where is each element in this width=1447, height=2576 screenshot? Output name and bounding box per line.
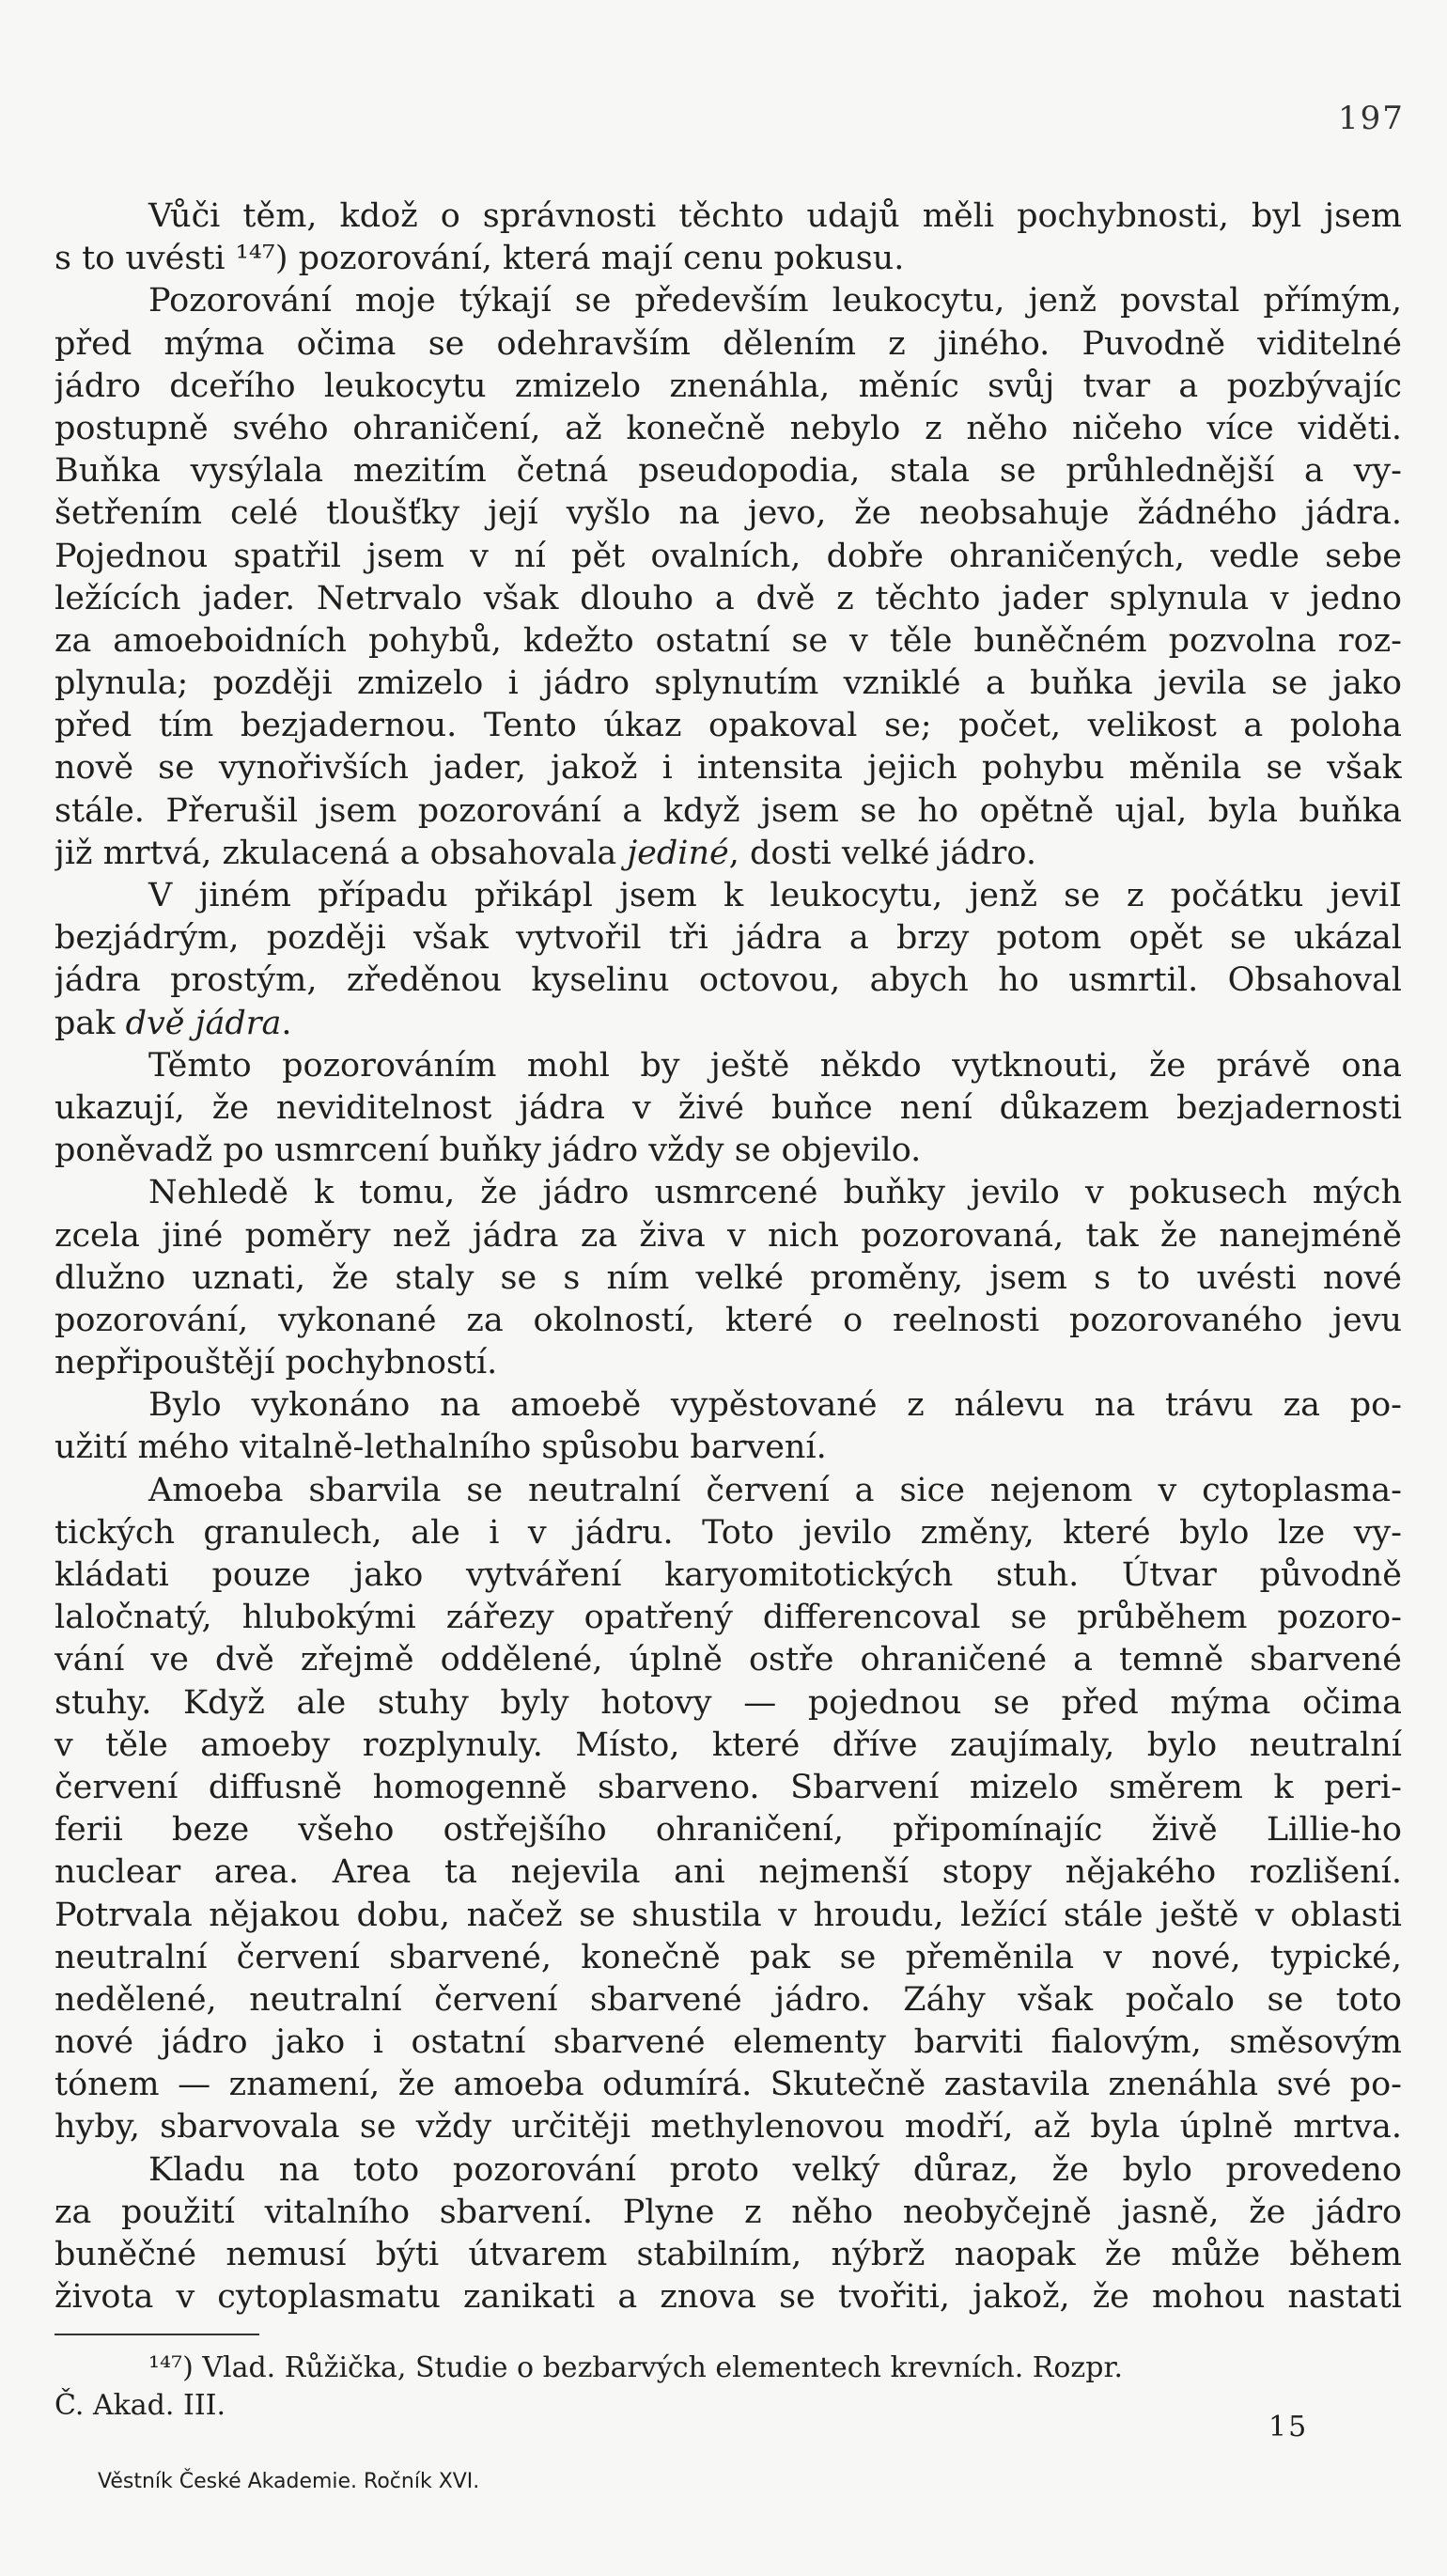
text-line: Bylo vykonáno na amoebě vypěstované z nálevu na trávu za po-	[148, 1386, 1402, 1425]
text-line: laločnatý, hlubokými zářezy opatřený differencoval se průběhem pozoro-	[54, 1599, 1402, 1637]
text-line: Kladu na toto pozorování proto velký důraz, že bylo provedeno	[148, 2150, 1402, 2189]
text-line: jádro dceřího leukocytu zmizelo znenáhla, měníc svůj tvar a pozbývajíc	[54, 367, 1402, 405]
text-line: V jiném případu přikápl jsem k leukocytu, jenž se z počátku jeviI	[148, 877, 1402, 914]
text-line: Amoeba sbarvila se neutralní červení a sice nejenom v cytoplasma-	[148, 1471, 1402, 1509]
text-line: ležících jader. Netrvalo však dlouho a dvě z těchto jader splynula v jedno	[54, 579, 1402, 617]
text-line: za použití vitalního sbarvení. Plyne z něho neobyčejně jasně, že jádro	[54, 2193, 1402, 2231]
text-line: za amoeboidních pohybů, kdežto ostatní se v těle buněčném pozvolna roz-	[54, 621, 1402, 660]
text-line: poněvadž po usmrcení buňky jádro vždy se objevilo.	[54, 1132, 922, 1170]
text-line: šetřením celé tloušťky její vyšlo na jevo, že neobsahuje žádného jádra.	[54, 494, 1402, 533]
text-line: Buňka vysýlala mezitím četná pseudopodia, stala se průhlednější a vy-	[54, 452, 1402, 491]
signature-mark: 15	[1268, 2411, 1309, 2443]
text-line: Potrvala nějakou dobu, načež se shustila v hroudu, ležící stále ještě v oblasti	[54, 1896, 1402, 1934]
text-line: hyby, sbarvovala se vždy určitěji methylenovou modří, až byla úplně mrtva.	[54, 2108, 1402, 2147]
text-line: nové jádro jako i ostatní sbarvené elementy barviti fialovým, směsovým	[54, 2023, 1402, 2062]
text-line: bezjádrým, později však vytvořil tři jádra a brzy potom opět se ukázal	[54, 919, 1402, 958]
text-line: tických granulech, ale i v jádru. Toto jevilo změny, které bylo lze vy-	[54, 1513, 1402, 1552]
text-line: stále. Přerušil jsem pozorování a když jsem se ho opětně ujal, byla buňka	[54, 791, 1402, 830]
text-line: pak dvě jádra.	[54, 1004, 292, 1042]
text-line: dlužno uznati, že staly se s ním velké proměny, jsem s to uvésti nové	[54, 1258, 1402, 1297]
text-line: neutralní červení sbarvené, konečně pak se přeměnila v nové, typické,	[54, 1938, 1402, 1976]
text-line: nepřipouštějí pochybností.	[54, 1344, 498, 1382]
text-line: ukazují, že neviditelnost jádra v živé buňce není důkazem bezjadernosti	[54, 1088, 1402, 1127]
footnote-line-2: Č. Akad. III.	[54, 2389, 226, 2422]
text-line: užití mého vitalně-lethalního spůsobu barvení.	[54, 1429, 827, 1467]
body-text	[54, 195, 1402, 2318]
text-line: ferii beze všeho ostřejšího ohraničení, připomínajíc živě Lillie-ho	[54, 1811, 1402, 1850]
text-line: zcela jiné poměry než jádra za živa v nich pozorovaná, tak že nanejméně	[54, 1216, 1402, 1255]
text-line: života v cytoplasmatu zanikati a znova se tvořiti, jakož, že mohou nastati	[54, 2278, 1402, 2317]
text-line: červení diffusně homogenně sbarveno. Sbarvení mizelo směrem k peri-	[54, 1768, 1402, 1806]
text-line: Pojednou spatřil jsem v ní pět ovalních, dobře ohraničených, vedle sebe	[54, 537, 1402, 575]
text-line: před tím bezjadernou. Tento úkaz opakoval se; počet, velikost a poloha	[54, 707, 1402, 745]
footnote-line-1: ¹⁴⁷) Vlad. Růžička, Studie o bezbarvých elementech krevních. Rozpr.	[148, 2351, 1124, 2384]
text-line: Nehledě k tomu, že jádro usmrcené buňky jevilo v pokusech mých	[148, 1174, 1402, 1212]
text-line: nedělené, neutralní červení sbarvené jádro. Záhy však počalo se toto	[54, 1980, 1402, 2019]
text-line: Vůči těm, kdož o správnosti těchto udajů měli pochybnosti, byl jsem	[148, 197, 1402, 235]
footnote-rule	[54, 2334, 259, 2335]
text-line: kládati pouze jako vytváření karyomitotických stuh. Útvar původně	[54, 1556, 1402, 1594]
text-line: v těle amoeby rozplynuly. Místo, které dříve zaujímaly, bylo neutralní	[54, 1725, 1402, 1764]
page-number: 197	[1338, 100, 1405, 137]
text-line: s to uvésti ¹⁴⁷) pozorování, která mají cenu pokusu.	[54, 240, 905, 278]
text-line: jádra prostým, zředěnou kyselinu octovou, abych ho usmrtil. Obsahoval	[54, 961, 1402, 1000]
text-line: vání ve dvě zřejmě oddělené, úplně ostře ohraničené a temně sbarvené	[54, 1641, 1402, 1679]
text-line: Těmto pozorováním mohl by ještě někdo vytknouti, že právě ona	[148, 1046, 1402, 1085]
journal-footer: Věstník České Akademie. Ročník XVI.	[98, 2470, 480, 2493]
text-line: nově se vynořivších jader, jakož i intensita jejich pohybu měnila se však	[54, 749, 1402, 788]
text-line: před mýma očima se odehravším dělením z jiného. Puvodně viditelné	[54, 324, 1402, 363]
text-line: již mrtvá, zkulacená a obsahovala jediné, dosti velké jádro.	[54, 834, 1036, 872]
text-line: tónem — znamení, že amoeba odumírá. Skutečně zastavila znenáhla své po-	[54, 2066, 1402, 2104]
text-line: postupně svého ohraničení, až konečně nebylo z něho ničeho více viděti.	[54, 409, 1402, 447]
text-line: stuhy. Když ale stuhy byly hotovy — pojednou se před mýma očima	[54, 1683, 1402, 1722]
text-line: plynula; později zmizelo i jádro splynutím vzniklé a buňka jevila se jako	[54, 664, 1402, 703]
text-line: pozorování, vykonané za okolností, které o reelnosti pozorovaného jevu	[54, 1301, 1402, 1339]
text-line: nuclear area. Area ta nejevila ani nejmenší stopy nějakého rozlišení.	[54, 1853, 1402, 1892]
footnote	[54, 2350, 1402, 2425]
text-line: Pozorování moje týkají se především leukocytu, jenž povstal přímým,	[148, 282, 1402, 320]
text-line: buněčné nemusí býti útvarem stabilním, nýbrž naopak že může během	[54, 2236, 1402, 2273]
